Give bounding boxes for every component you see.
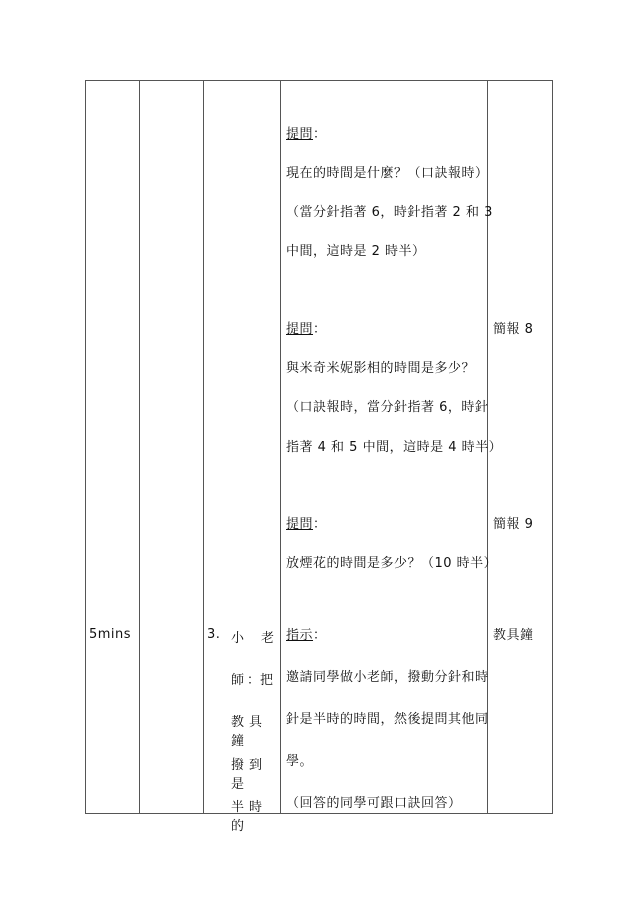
step-text: 老 [261, 631, 275, 646]
resource-item: 簡報 8 [493, 322, 534, 337]
question-line: 中間，這時是 2 時半） [286, 244, 426, 259]
column-divider [280, 80, 281, 814]
question-label: 提問： [286, 322, 327, 337]
question-line: （當分針指著 6，時針指著 2 和 3 [286, 205, 493, 220]
resource-item: 簡報 9 [493, 517, 534, 532]
step-number: 3. [207, 627, 221, 642]
question-line: （口訣報時，當分針指著 6，時針 [286, 400, 489, 415]
instruction-line: 邀請同學做小老師，撥動分針和時 [286, 670, 489, 685]
step-text: 教具鐘 [231, 715, 268, 749]
question-line: 放煙花的時間是多少？（10 時半） [286, 556, 498, 571]
step-text: 小 [231, 631, 245, 646]
step-text: 撥到是 [231, 758, 268, 792]
instruction-line: （回答的同學可跟口訣回答） [286, 796, 462, 811]
question-line: 指著 4 和 5 中間，這時是 4 時半） [286, 440, 503, 455]
column-divider [139, 80, 140, 814]
resource-item: 教具鐘 [493, 628, 534, 643]
duration-cell: 5mins [89, 627, 132, 642]
step-text: 半時的 [231, 800, 268, 834]
instruction-line: 針是半時的時間，然後提問其他同 [286, 712, 489, 727]
question-line: 現在的時間是什麼？（口訣報時） [286, 166, 489, 181]
instruction-label: 指示： [286, 628, 327, 643]
step-text: ：把 [247, 673, 274, 688]
question-label: 提問： [286, 517, 327, 532]
instruction-line: 學。 [286, 754, 314, 769]
step-text: 師 [231, 673, 245, 688]
question-line: 與米奇米妮影相的時間是多少？ [286, 361, 476, 376]
question-label: 提問： [286, 127, 327, 142]
column-divider [203, 80, 204, 814]
